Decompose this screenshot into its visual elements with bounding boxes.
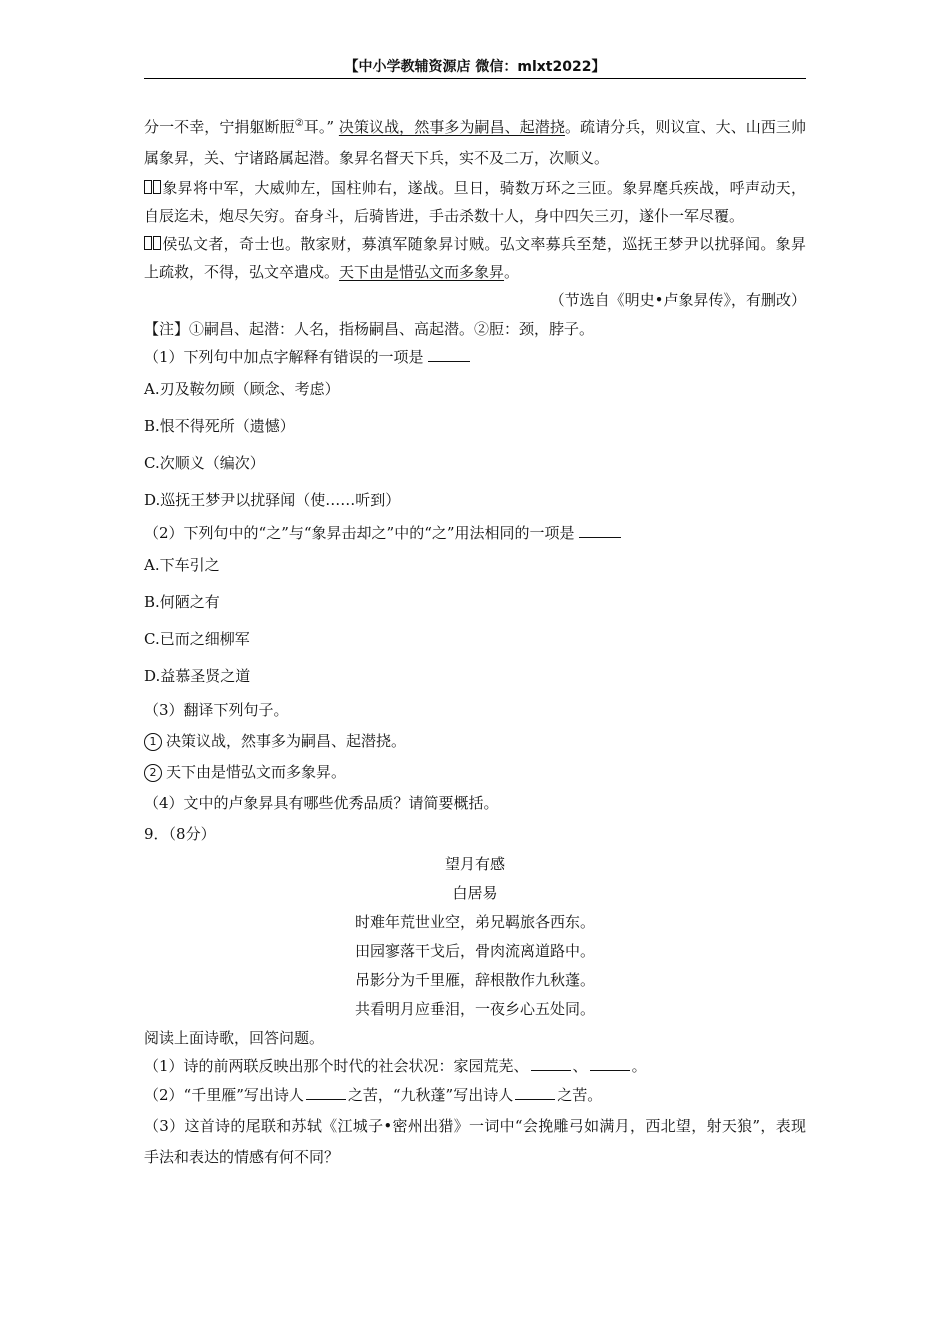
poem-line: 时难年荒世业空，弟兄羁旅各西东。 — [354, 913, 595, 931]
answer-blank[interactable] — [590, 1056, 630, 1071]
q9-sub-3: （3）这首诗的尾联和苏轼《江城子•密州出猎》一词中“会挽雕弓如满月，西北望，射天狼”，表现手法和表达的情感有何不同？ — [144, 1117, 806, 1166]
page-header: 【中小学教辅资源店 微信：mlxt2022】 — [144, 58, 806, 79]
q2-option-d: D.益慕圣贤之道 — [144, 667, 251, 685]
circled-number: 2 — [144, 764, 162, 782]
question-1-stem: （1）下列句中加点字解释有错误的一项是 — [144, 343, 806, 371]
underlined-sentence-2: 天下由是惜弘文而多象昇 — [339, 263, 505, 281]
missing-glyph-icon — [144, 236, 152, 250]
poem-line: 共看明月应垂泪，一夜乡心五处同。 — [354, 1000, 595, 1018]
q3-item-2: 2 天下由是惜弘文而多象昇。 — [144, 757, 806, 788]
passage-source: （节选自《明史•卢象昇传》，有删改） — [549, 291, 806, 309]
question-4-stem: （4）文中的卢象昇具有哪些优秀品质？请简要概括。 — [144, 794, 499, 812]
passage-paragraph-3: 侯弘文者，奇士也。散家财，募滇军随象昇讨贼。弘文率募兵至楚，巡抚王梦尹以扰驿闻。象昇上疏救，不得，弘文卒遣戍。天下由是惜弘文而多象昇。 — [144, 235, 806, 281]
q1-option-a: A.刃及鞍勿顾（顾念、考虑） — [144, 380, 340, 398]
answer-blank[interactable] — [531, 1056, 571, 1071]
q1-option-c: C.次顺义（编次） — [144, 454, 265, 472]
circled-number: 1 — [144, 733, 162, 751]
q3-item-1: 1 决策议战，然事多为嗣昌、起潜挠。 — [144, 726, 806, 757]
missing-glyph-icon — [144, 180, 152, 194]
answer-blank[interactable] — [428, 347, 470, 362]
missing-glyph-icon — [153, 180, 161, 194]
document-body — [144, 112, 806, 1173]
question-9-heading: 9．（8分） — [144, 825, 216, 843]
question-9-intro: 阅读上面诗歌，回答问题。 — [144, 1029, 325, 1047]
q9-sub-2: （2）“千里雁”写出诗人 之苦，“九秋蓬”写出诗人 之苦。 — [144, 1086, 603, 1104]
passage-paragraph-2: 象昇将中军，大威帅左，国柱帅右，遂战。旦日，骑数万环之三匝。象昇麾兵疾战，呼声动天，自辰迄未，炮尽矢穷。奋身斗，后骑皆进，手击杀数十人，身中四矢三刃，遂仆一军尽覆。 — [144, 179, 806, 225]
poem-line: 吊影分为千里雁，辞根散作九秋蓬。 — [354, 971, 595, 989]
q2-option-a: A.下车引之 — [144, 556, 220, 574]
q1-option-d: D.巡抚王梦尹以扰驿闻（使……听到） — [144, 491, 401, 509]
answer-blank[interactable] — [579, 523, 621, 538]
missing-glyph-icon — [153, 236, 161, 250]
question-3-stem: （3）翻译下列句子。 — [144, 701, 289, 719]
q1-option-b: B.恨不得死所（遗憾） — [144, 417, 295, 435]
question-2-stem: （2）下列句中的“之”与“象昇击却之”中的“之”用法相同的一项是 — [144, 519, 806, 547]
poem-title: 望月有感 — [444, 855, 505, 873]
poem-line: 田园寥落干戈后，骨肉流离道路中。 — [354, 942, 595, 960]
underlined-sentence-1: 决策议战，然事多为嗣昌、起潜挠 — [338, 118, 565, 136]
footnote-mark: ② — [294, 118, 304, 129]
q2-option-b: B.何陋之有 — [144, 593, 220, 611]
q9-sub-1: （1）诗的前两联反映出那个时代的社会状况：家园荒芜、 、 。 — [144, 1057, 647, 1075]
q2-option-c: C.已而之细柳军 — [144, 630, 250, 648]
answer-blank[interactable] — [515, 1085, 555, 1100]
poem-author: 白居易 — [452, 884, 498, 902]
passage-paragraph-1: 分一不幸，宁捐躯断脰②耳。” 决策议战，然事多为嗣昌、起潜挠。疏请分兵，则议宣、大、山西三帅属象昇，关、宁诸路属起潜。象昇名督天下兵，实不及二万，次顺义。 — [144, 118, 806, 167]
answer-blank[interactable] — [306, 1085, 346, 1100]
passage-note: 【注】①嗣昌、起潜：人名，指杨嗣昌、高起潜。②脰：颈，脖子。 — [144, 320, 595, 338]
